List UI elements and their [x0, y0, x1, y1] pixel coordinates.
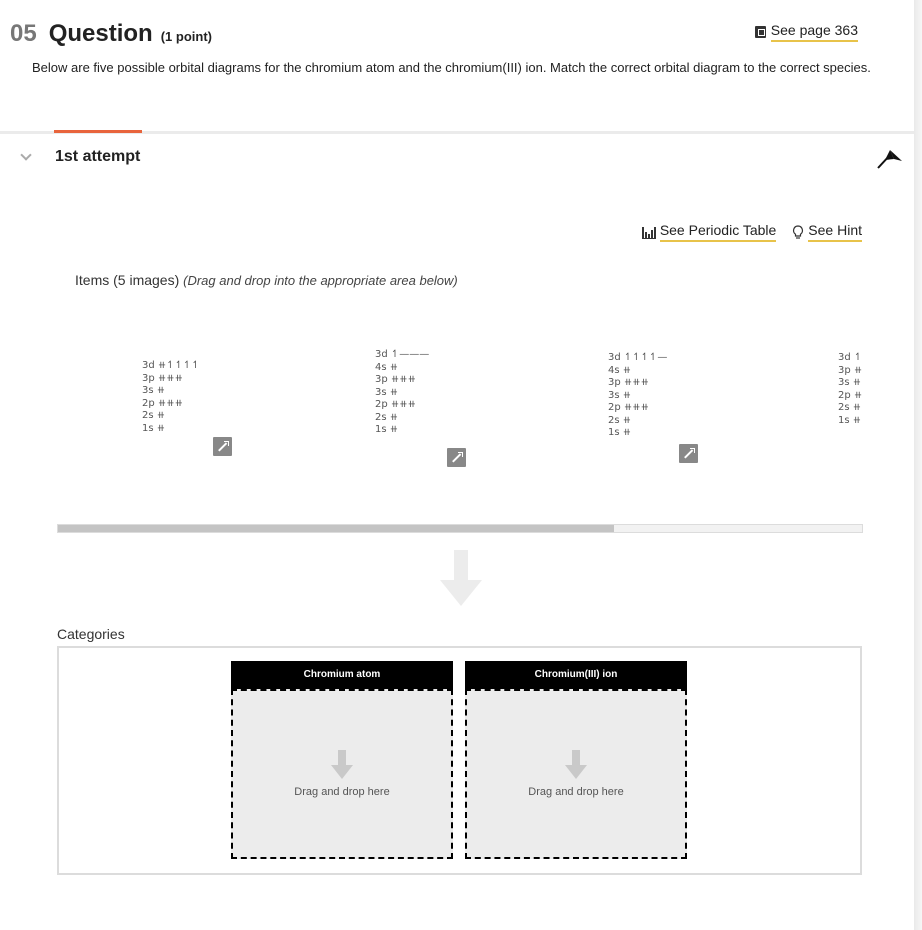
orbital-diagram-item[interactable] — [838, 320, 862, 510]
orbital-diagram: 3d ↿——— 4s ⧺ 3p ⧺⧺⧺ 3s ⧺ 2p ⧺⧺⧺ 2s ⧺ 1s ⧺ — [375, 349, 430, 435]
periodic-table-icon — [642, 226, 656, 239]
expand-icon[interactable] — [447, 448, 466, 467]
scrollbar-thumb[interactable] — [58, 525, 614, 532]
question-title: Question — [48, 20, 153, 47]
attempt-toggle[interactable] — [22, 148, 140, 166]
orbital-diagram: 3d ↿↿↿↿— 4s ⧺ 3p ⧺⧺⧺ 3s ⧺ 2p ⧺⧺⧺ 2s ⧺ 1s ⧺ — [608, 352, 668, 438]
drop-zone[interactable] — [231, 689, 453, 859]
collapse-arrow-icon[interactable] — [877, 148, 903, 170]
book-icon — [755, 26, 766, 38]
right-edge-shadow — [914, 0, 922, 930]
category-title: Chromium atom — [231, 661, 453, 689]
see-periodic-table-link[interactable] — [642, 222, 776, 242]
orbital-diagram-item[interactable] — [608, 320, 808, 510]
question-prompt: Below are five possible orbital diagrams for the chromium atom and the chromium(III) ion. Match the correct orbital diagram to the correct species. — [32, 60, 871, 75]
tool-links — [626, 222, 862, 242]
down-arrow-icon — [440, 550, 482, 608]
expand-icon[interactable] — [213, 437, 232, 456]
drop-zone-label: Drag and drop here — [528, 786, 624, 798]
category-title: Chromium(III) ion — [465, 661, 687, 689]
category-chromium-iii-ion — [465, 661, 687, 859]
orbital-diagram: 3d ⧺↿↿↿↿ 3p ⧺⧺⧺ 3s ⧺ 2p ⧺⧺⧺ 2s ⧺ 1s ⧺ — [142, 360, 200, 434]
chevron-down-icon — [20, 149, 31, 160]
see-page-link[interactable] — [755, 22, 858, 42]
see-hint-label: See Hint — [808, 222, 862, 242]
expand-icon[interactable] — [679, 444, 698, 463]
items-instruction: (Drag and drop into the appropriate area below) — [183, 273, 458, 288]
question-points: (1 point) — [160, 29, 212, 44]
question-number: 05 — [10, 20, 37, 47]
orbital-diagram-item[interactable] — [142, 320, 342, 510]
categories-container — [57, 646, 862, 875]
items-scrollbar[interactable] — [57, 524, 863, 533]
items-heading — [75, 272, 458, 288]
items-carousel[interactable] — [57, 320, 862, 520]
attempt-label: 1st attempt — [55, 148, 141, 165]
lightbulb-icon — [792, 225, 804, 240]
drop-zone-label: Drag and drop here — [294, 786, 390, 798]
down-arrow-icon — [565, 750, 587, 780]
category-chromium-atom — [231, 661, 453, 859]
down-arrow-icon — [331, 750, 353, 780]
orbital-diagram-item[interactable] — [375, 320, 575, 510]
items-count-label: Items (5 images) — [75, 272, 180, 288]
see-page-label: See page 363 — [771, 22, 858, 42]
see-periodic-table-label: See Periodic Table — [660, 222, 776, 242]
question-header — [10, 20, 212, 48]
attempt-tab-accent — [54, 130, 142, 133]
drop-zone[interactable] — [465, 689, 687, 859]
orbital-diagram: 3d ↿ 3p ⧺ 3s ⧺ 2p ⧺ 2s ⧺ 1s ⧺ — [838, 352, 862, 426]
see-hint-link[interactable] — [792, 222, 862, 242]
categories-heading: Categories — [57, 626, 125, 642]
